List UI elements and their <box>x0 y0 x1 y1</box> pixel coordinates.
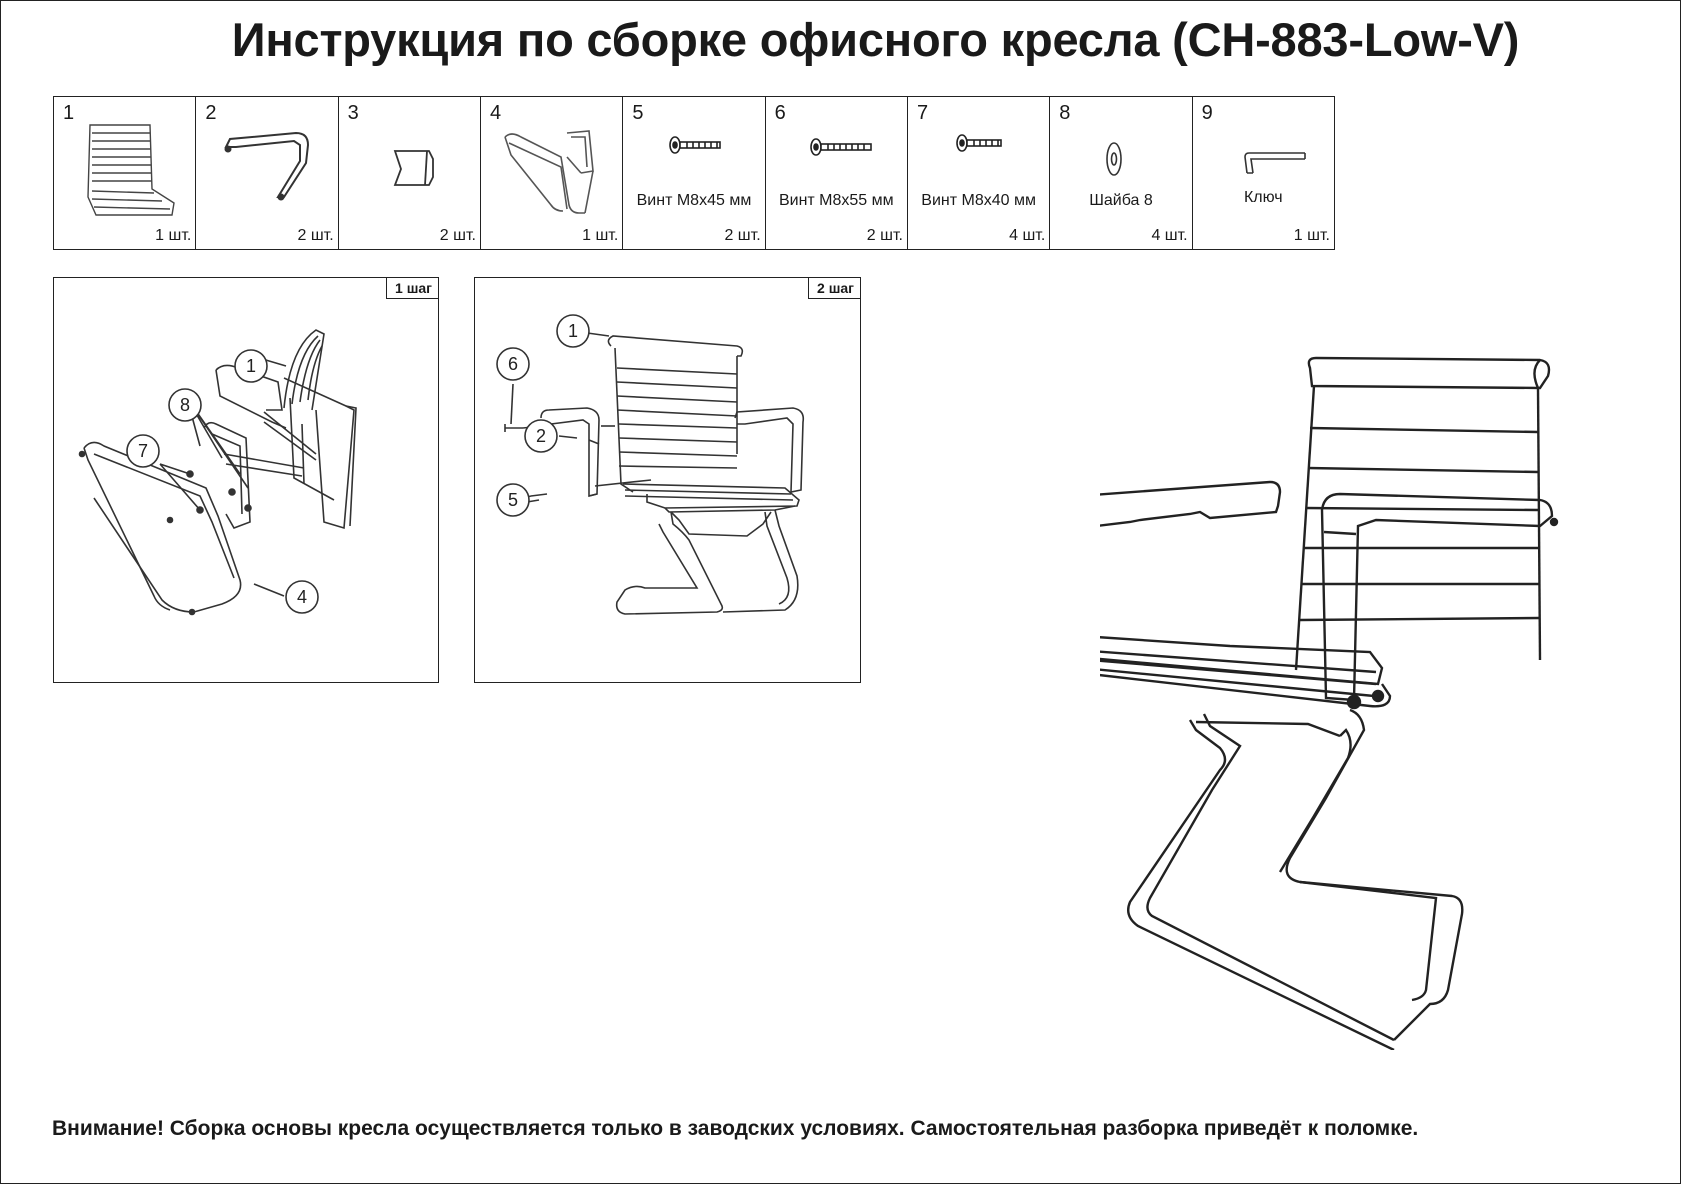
part-number: 3 <box>347 102 359 124</box>
part-quantity: 1 шт. <box>155 227 192 244</box>
part-quantity: 2 шт. <box>724 227 761 244</box>
part-quantity: 2 шт. <box>297 227 334 244</box>
part-cell-5 <box>623 97 765 249</box>
page-title: Инструкция по сборке офисного кресла (CH-883-Low-V) <box>231 13 1520 66</box>
part-cell-1 <box>54 97 196 249</box>
step-1-panel <box>53 277 439 683</box>
part-label: Ключ <box>1243 189 1283 206</box>
part-label: Винт М8х55 мм <box>778 192 894 209</box>
callout-5: 5 <box>507 490 519 510</box>
step-2-diagram <box>475 278 862 684</box>
part-number: 5 <box>632 102 644 124</box>
part-cell-9 <box>1193 97 1334 249</box>
callout-1: 1 <box>245 356 257 376</box>
part-quantity: 2 шт. <box>439 227 476 244</box>
step-1-diagram <box>54 278 440 684</box>
part-cell-2 <box>196 97 338 249</box>
step-1-tag: 1 шаг <box>386 278 438 299</box>
assembled-chair-illustration <box>1100 350 1570 1050</box>
part-number: 6 <box>774 102 786 124</box>
part-number: 8 <box>1059 102 1071 124</box>
part-quantity: 1 шт. <box>582 227 619 244</box>
part-cell-3 <box>339 97 481 249</box>
warning-notice: Внимание! Сборка основы кресла осуществляется только в заводских условиях. Самостоятельная разборка приведёт к поломке. <box>52 1117 1419 1140</box>
callout-1: 1 <box>567 321 579 341</box>
part-quantity: 1 шт. <box>1293 227 1330 244</box>
part-number: 9 <box>1201 102 1213 124</box>
part-quantity: 2 шт. <box>866 227 903 244</box>
callout-2: 2 <box>535 426 547 446</box>
part-quantity: 4 шт. <box>1151 227 1188 244</box>
part-cell-8 <box>1050 97 1192 249</box>
callout-8: 8 <box>179 395 191 415</box>
part-label: Винт М8х45 мм <box>636 192 752 209</box>
part-label: Винт М8х40 мм <box>921 192 1036 209</box>
callout-7: 7 <box>137 441 149 461</box>
part-cell-4 <box>481 97 623 249</box>
part-number: 4 <box>489 102 502 124</box>
part-number: 7 <box>916 102 929 124</box>
callout-6: 6 <box>507 354 519 374</box>
part-number: 2 <box>205 102 217 124</box>
part-cell-6 <box>766 97 908 249</box>
step-2-panel <box>474 277 861 683</box>
part-number: 1 <box>63 102 75 124</box>
part-cell-7 <box>908 97 1050 249</box>
part-label: Шайба 8 <box>1089 192 1153 209</box>
callout-4: 4 <box>296 587 308 607</box>
parts-table <box>53 96 1335 250</box>
step-2-tag: 2 шаг <box>808 278 860 299</box>
part-quantity: 4 шт. <box>1009 227 1046 244</box>
